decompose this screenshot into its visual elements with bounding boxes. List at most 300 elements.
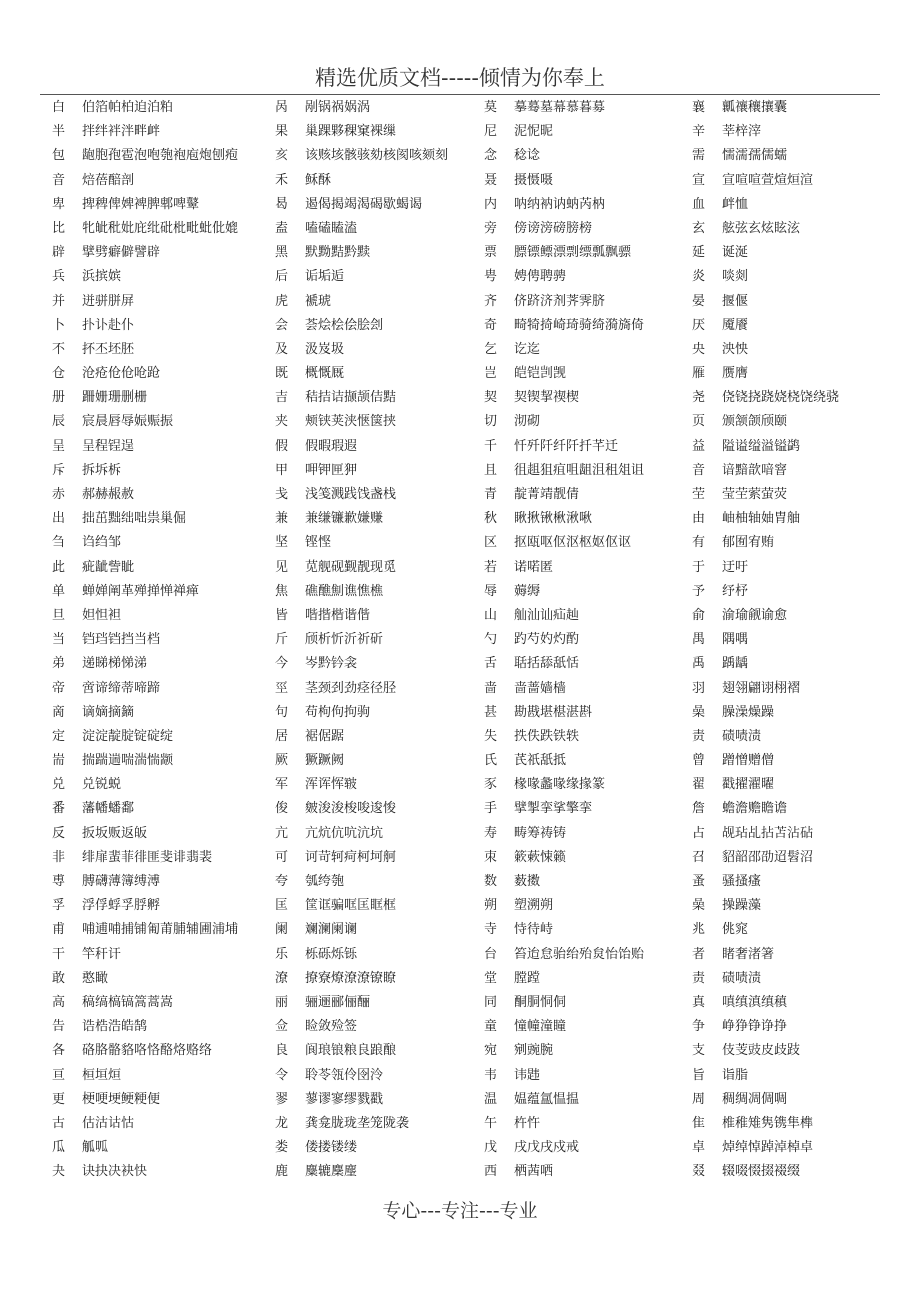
radical-cell: 亥	[275, 148, 289, 164]
radical-cell: 且	[484, 462, 498, 478]
characters-cell: 疵龇訾眦	[82, 559, 135, 575]
table-row	[0, 1015, 920, 1039]
radical-cell: 巠	[275, 680, 289, 696]
radical-cell: 卓	[692, 1140, 706, 1156]
radical-cell: 各	[52, 1043, 66, 1059]
radical-cell: 豕	[484, 777, 498, 793]
characters-cell: 遏偈揭竭渴碣歇蝎谒	[305, 196, 423, 212]
characters-cell: 聆苓瓴伶囹泠	[305, 1067, 384, 1083]
characters-cell: 赝膺	[722, 366, 749, 382]
characters-cell: 莘梓滓	[722, 124, 762, 140]
radical-cell: 翟	[692, 777, 706, 793]
characters-cell: 宣喧喧萱煊烜渲	[722, 172, 814, 188]
table-row	[0, 507, 920, 531]
characters-cell: 擘劈癖僻譬辟	[82, 245, 161, 261]
characters-cell: 筐诓骗哐匡眶框	[305, 898, 397, 914]
characters-cell: 栖茜哂	[514, 1164, 554, 1180]
table-row	[0, 967, 920, 991]
characters-cell: 浑诨恽皲	[305, 777, 358, 793]
radical-cell: 鹿	[275, 1164, 289, 1180]
characters-cell: 龅胞孢雹泡咆匏袍庖炮刨疱	[82, 148, 239, 164]
characters-cell: 浜摈嫔	[82, 269, 122, 285]
radical-cell: 禺	[692, 632, 706, 648]
characters-cell: 薅缛	[514, 583, 541, 599]
characters-cell: 揠偃	[722, 293, 749, 309]
radical-cell: 朔	[484, 898, 498, 914]
radical-cell: 半	[52, 124, 66, 140]
radical-cell: 不	[52, 341, 66, 357]
characters-cell: 佻窕	[722, 922, 749, 938]
radical-cell: 炎	[692, 269, 706, 285]
radical-cell: 血	[692, 196, 706, 212]
characters-cell: 硌胳骼貉咯恪酪烙赂络	[82, 1043, 213, 1059]
characters-cell: 芪祇舐抵	[514, 753, 567, 769]
radical-cell: 非	[52, 849, 66, 865]
radical-cell: 兵	[52, 269, 66, 285]
radical-cell: 比	[52, 220, 66, 236]
radical-cell: 益	[692, 438, 706, 454]
characters-cell: 诞涎	[722, 245, 749, 261]
table-row	[0, 459, 920, 483]
radical-cell: 襄	[692, 100, 706, 115]
characters-cell: 隘谥缢溢镒鹢	[722, 438, 801, 454]
radical-cell: 赤	[52, 487, 66, 502]
table-row	[0, 652, 920, 676]
radical-cell: 契	[484, 390, 498, 406]
characters-cell: 迂吁	[722, 559, 749, 575]
radical-cell: 者	[692, 946, 706, 962]
radical-cell: 夹	[275, 414, 289, 430]
radical-cell: 吉	[275, 390, 289, 406]
radical-cell: 反	[52, 825, 66, 841]
radical-cell: 有	[692, 535, 706, 551]
characters-cell: 妲怛袒	[82, 607, 122, 623]
characters-cell: 稣酥	[305, 172, 332, 188]
radical-cell: 喿	[692, 898, 706, 914]
characters-cell: 酮胴恫侗	[514, 994, 567, 1010]
characters-cell: 颊铗荚浃惬箧挟	[305, 414, 397, 430]
radical-cell: 黑	[275, 245, 289, 261]
radical-cell: 央	[692, 341, 706, 357]
radical-cell: 假	[275, 438, 289, 454]
characters-cell: 郁囿宥贿	[722, 535, 775, 551]
characters-cell: 侥铙挠跷娆桡饶绕骁	[722, 390, 840, 406]
radical-cell: 居	[275, 728, 289, 744]
radical-cell: 责	[692, 970, 706, 986]
radical-cell: 若	[484, 559, 498, 575]
radical-cell: 单	[52, 583, 66, 599]
radical-cell: 更	[52, 1091, 66, 1107]
radical-cell: 勺	[484, 632, 498, 648]
characters-cell: 宸晨唇辱娠赈振	[82, 414, 174, 430]
table-row	[0, 435, 920, 459]
radical-cell: 后	[275, 269, 289, 285]
radical-cell: 禾	[275, 172, 289, 188]
radical-cell: 辟	[52, 245, 66, 261]
radical-cell: 詹	[692, 801, 706, 817]
radical-cell: 斥	[52, 462, 66, 478]
radical-cell: 耑	[52, 753, 66, 769]
table-row	[0, 241, 920, 265]
radical-cell: 匡	[275, 898, 289, 914]
radical-cell: 争	[692, 1019, 706, 1035]
table-row	[0, 628, 920, 652]
radical-cell: 既	[275, 366, 289, 382]
table-row	[0, 410, 920, 434]
characters-cell: 渝瑜觎谕愈	[722, 607, 788, 623]
characters-cell: 徂趄狙疽咀龃沮租俎诅	[514, 462, 645, 478]
radical-cell: 秋	[484, 511, 498, 527]
characters-cell: 簌蔌悚籁	[514, 849, 567, 865]
radical-cell: 聂	[484, 172, 498, 188]
radical-cell: 啬	[484, 680, 498, 696]
radical-cell: 西	[484, 1164, 498, 1180]
characters-cell: 摹蓦墓幕慕暮募	[514, 100, 606, 115]
characters-cell: 傍谤滂磅膀榜	[514, 220, 593, 236]
characters-cell: 浅笺溅践饯盏栈	[305, 487, 397, 502]
table-row	[0, 386, 920, 410]
table-row	[0, 483, 920, 507]
radical-cell: 令	[275, 1067, 289, 1083]
characters-cell: 臊澡燥躁	[722, 704, 775, 720]
characters-cell: 默黝黠黔黩	[305, 245, 371, 261]
table-row	[0, 290, 920, 314]
characters-cell: 亢炕伉吭沆坑	[305, 825, 384, 841]
radical-cell: 帝	[52, 680, 66, 696]
radical-cell: 失	[484, 728, 498, 744]
radical-cell: 奇	[484, 317, 498, 333]
characters-cell: 郝赫赧赦	[82, 487, 135, 502]
radical-cell: 茔	[692, 487, 706, 502]
characters-cell: 懦濡孺儒蠕	[722, 148, 788, 164]
radical-cell: 青	[484, 487, 498, 502]
characters-cell: 斓澜阑谰	[305, 922, 358, 938]
characters-cell: 苋舰砚觐靓现觅	[305, 559, 397, 575]
radical-cell: 寿	[484, 825, 498, 841]
characters-cell: 契锲挈禊楔	[514, 390, 580, 406]
radical-cell: 并	[52, 293, 66, 309]
characters-cell: 呈程锃逞	[82, 438, 135, 454]
table-row	[0, 120, 920, 144]
characters-cell: 剜豌腕	[514, 1043, 554, 1059]
radical-cell: 羽	[692, 680, 706, 696]
radical-cell: 军	[275, 777, 289, 793]
radical-cell: 兆	[692, 922, 706, 938]
characters-cell: 颁颔颌颀颐	[722, 414, 788, 430]
table-row	[0, 531, 920, 555]
radical-cell: 厌	[692, 317, 706, 333]
characters-cell: 憧幢潼瞳	[514, 1019, 567, 1035]
radical-cell: 甫	[52, 922, 66, 938]
table-row	[0, 1039, 920, 1063]
radical-cell: 包	[52, 148, 66, 164]
characters-cell: 衅恤	[722, 196, 749, 212]
characters-cell: 牝皉秕妣庇纰砒枇毗蚍仳媲	[82, 220, 239, 236]
characters-cell: 桓垣烜	[82, 1067, 122, 1083]
radical-cell: 齐	[484, 293, 498, 309]
characters-cell: 竿秆讦	[82, 946, 122, 962]
radical-cell: 晏	[692, 293, 706, 309]
radical-cell: 宣	[692, 172, 706, 188]
radical-cell: 翏	[275, 1091, 289, 1107]
radical-cell: 乐	[275, 946, 289, 962]
characters-cell: 隅喁	[722, 632, 749, 648]
radical-cell: 潦	[275, 970, 289, 986]
characters-cell: 操躁藻	[722, 898, 762, 914]
radical-cell: 焦	[275, 583, 289, 599]
radical-cell: 今	[275, 656, 289, 672]
radical-cell: 甹	[484, 269, 498, 285]
table-row	[0, 870, 920, 894]
characters-cell: 稔谂	[514, 148, 541, 164]
characters-cell: 膘镖鳔漂剽缥瓢飘骠	[514, 245, 632, 261]
characters-cell: 伯箔帕柏迫泊粕	[82, 100, 174, 115]
characters-cell: 淀淀靛腚锭碇绽	[82, 728, 174, 744]
radical-cell: 可	[275, 849, 289, 865]
radical-character-table	[0, 96, 920, 1184]
characters-cell: 偻搂镂缕	[305, 1140, 358, 1156]
radical-cell: 丽	[275, 994, 289, 1010]
radical-cell: 氏	[484, 753, 498, 769]
radical-cell: 俞	[692, 607, 706, 623]
radical-cell: 孚	[52, 898, 66, 914]
characters-cell: 摄慑嗫	[514, 172, 554, 188]
characters-cell: 跚姗珊删栅	[82, 390, 148, 406]
radical-cell: 朿	[484, 849, 498, 865]
radical-cell: 票	[484, 245, 498, 261]
radical-cell: 兼	[275, 511, 289, 527]
characters-cell: 诃苛轲疴柯坷舸	[305, 849, 397, 865]
table-row	[0, 822, 920, 846]
characters-cell: 裾倨踞	[305, 728, 345, 744]
radical-cell: 良	[275, 1043, 289, 1059]
table-row	[0, 265, 920, 289]
table-row	[0, 846, 920, 870]
characters-cell: 呐纳衲讷蚋芮枘	[514, 196, 606, 212]
characters-cell: 侪跻济剂荠霁脐	[514, 293, 606, 309]
radical-cell: 厥	[275, 753, 289, 769]
radical-cell: 夬	[52, 1164, 66, 1180]
radical-cell: 责	[692, 728, 706, 744]
characters-cell: 谙黯歆喑窨	[722, 462, 788, 478]
radical-cell: 定	[52, 728, 66, 744]
characters-cell: 假暇瑕遐	[305, 438, 358, 454]
radical-cell: 甲	[275, 462, 289, 478]
characters-cell: 巢踝夥稞窠裸缫	[305, 124, 397, 140]
radical-cell: 予	[692, 583, 706, 599]
characters-cell: 兼缣镰歉嫌赚	[305, 511, 384, 527]
characters-cell: 峥狰铮诤挣	[722, 1019, 788, 1035]
characters-cell: 睹奢渚箸	[722, 946, 775, 962]
header-rule	[40, 94, 880, 95]
characters-cell: 茎颈刭劲痉径胫	[305, 680, 397, 696]
characters-cell: 秸拮诘撷颉佶黠	[305, 390, 397, 406]
characters-cell: 忏歼阡纤阡扦芊迁	[514, 438, 619, 454]
characters-cell: 栎砾烁铄	[305, 946, 358, 962]
characters-cell: 焯绰悼踔淖棹卓	[722, 1140, 814, 1156]
characters-cell: 皑铠剀觊	[514, 366, 567, 382]
characters-cell: 揣踹遄喘湍惴颛	[82, 753, 174, 769]
table-row	[0, 797, 920, 821]
characters-cell: 拌绊袢泮畔衅	[82, 124, 161, 140]
characters-cell: 戳擢濯曜	[722, 777, 775, 793]
radical-cell: 喿	[692, 704, 706, 720]
characters-cell: 拆坼柝	[82, 462, 122, 478]
table-row	[0, 894, 920, 918]
characters-cell: 麋辘麇麈	[305, 1164, 358, 1180]
characters-cell: 擘掣挛挲擎挛	[514, 801, 593, 817]
radical-cell: 呙	[275, 100, 289, 115]
radical-cell: 呈	[52, 438, 66, 454]
radical-cell: 旦	[52, 607, 66, 623]
characters-cell: 觇玷乩拈苫沾砧	[722, 825, 814, 841]
radical-cell: 辱	[484, 583, 498, 599]
radical-cell: 当	[52, 632, 66, 648]
characters-cell: 恃待峙	[514, 922, 554, 938]
page-footer: 专心---专注---专业	[382, 1200, 538, 1222]
radical-cell: 叕	[692, 1164, 706, 1180]
characters-cell: 抶佚跌铁轶	[514, 728, 580, 744]
characters-cell: 迸骈胼屏	[82, 293, 135, 309]
table-row	[0, 169, 920, 193]
radical-cell: 占	[692, 825, 706, 841]
radical-cell: 岂	[484, 366, 498, 382]
radical-cell: 手	[484, 801, 498, 817]
radical-cell: 辰	[52, 414, 66, 430]
radical-cell: 阑	[275, 922, 289, 938]
table-row	[0, 604, 920, 628]
radical-cell: 由	[692, 511, 706, 527]
radical-cell: 刍	[52, 535, 66, 551]
characters-cell: 绯扉蜚菲徘匪斐诽翡裴	[82, 849, 213, 865]
radical-cell: 佥	[275, 1019, 289, 1035]
radical-cell: 尃	[52, 874, 66, 889]
radical-cell: 隹	[692, 1115, 706, 1131]
radical-cell: 见	[275, 559, 289, 575]
characters-cell: 谪嫡摘鏑	[82, 704, 135, 720]
radical-cell: 娄	[275, 1140, 289, 1156]
characters-cell: 嗔缜滇缜稹	[722, 994, 788, 1010]
radical-cell: 宛	[484, 1043, 498, 1059]
radical-cell: 午	[484, 1115, 498, 1131]
radical-cell: 韦	[484, 1067, 498, 1083]
radical-cell: 告	[52, 1019, 66, 1035]
characters-cell: 诀抉决袂快	[82, 1164, 148, 1180]
characters-cell: 诌绉邹	[82, 535, 122, 551]
characters-cell: 诰梏浩皓鹄	[82, 1019, 148, 1035]
characters-cell: 递睇梯悌涕	[82, 656, 148, 672]
radical-cell: 旁	[484, 220, 498, 236]
radical-cell: 音	[692, 462, 706, 478]
characters-cell: 瓠绔匏	[305, 874, 345, 889]
radical-cell: 虎	[275, 293, 289, 309]
table-row	[0, 96, 920, 120]
radical-cell: 曷	[275, 196, 289, 212]
radical-cell: 高	[52, 994, 66, 1010]
characters-cell: 岫柚轴妯胄舳	[722, 511, 801, 527]
table-row	[0, 773, 920, 797]
characters-cell: 啖剡	[722, 269, 749, 285]
table-row	[0, 1088, 920, 1112]
radical-cell: 戊	[484, 1140, 498, 1156]
characters-cell: 娉俜聘骋	[514, 269, 567, 285]
characters-cell: 泥怩昵	[514, 124, 554, 140]
characters-cell: 媪蕴氲愠揾	[514, 1091, 580, 1107]
characters-cell: 藩幡蟠鄱	[82, 801, 135, 817]
radical-cell: 音	[52, 172, 66, 188]
radical-cell: 内	[484, 196, 498, 212]
radical-cell: 甚	[484, 704, 498, 720]
characters-cell: 魇餍	[722, 317, 749, 333]
radical-cell: 啇	[52, 704, 66, 720]
characters-cell: 踽龋	[722, 656, 749, 672]
characters-cell: 戌戊戌戍戒	[514, 1140, 580, 1156]
characters-cell: 讫迄	[514, 341, 541, 357]
radical-cell: 皆	[275, 607, 289, 623]
radical-cell: 尼	[484, 124, 498, 140]
table-row	[0, 749, 920, 773]
characters-cell: 讳韪	[514, 1067, 541, 1083]
radical-cell: 支	[692, 1043, 706, 1059]
radical-cell: 出	[52, 511, 66, 527]
characters-cell: 蝉婵阐革殚掸惮禅瘅	[82, 583, 200, 599]
radical-cell: 盍	[275, 220, 289, 236]
radical-cell: 真	[692, 994, 706, 1010]
radical-cell: 弟	[52, 656, 66, 672]
table-row	[0, 1064, 920, 1088]
characters-cell: 睑敛殓签	[305, 1019, 358, 1035]
characters-cell: 抠瓯呕伛沤枢妪伛讴	[514, 535, 632, 551]
characters-cell: 扑讣赴仆	[82, 317, 135, 333]
characters-cell: 铛珰铛挡当档	[82, 632, 161, 648]
radical-cell: 敢	[52, 970, 66, 986]
characters-cell: 汲岌圾	[305, 341, 345, 357]
radical-cell: 童	[484, 1019, 498, 1035]
characters-cell: 沧疮伧伧呛跄	[82, 366, 161, 382]
radical-cell: 千	[484, 438, 498, 454]
radical-cell: 于	[692, 559, 706, 575]
characters-cell: 勘戡堪椹湛斟	[514, 704, 593, 720]
radical-cell: 旨	[692, 1067, 706, 1083]
characters-cell: 哺逋哺捕铺匍莆脯辅圃浦埔	[82, 922, 239, 938]
characters-cell: 沏砌	[514, 414, 541, 430]
radical-cell: 温	[484, 1091, 498, 1107]
characters-cell: 憨瞰	[82, 970, 109, 986]
radical-cell: 番	[52, 801, 66, 817]
characters-cell: 荟烩桧侩脍刽	[305, 317, 384, 333]
characters-cell: 嗑磕瞌溘	[305, 220, 358, 236]
characters-cell: 扳坂贩返皈	[82, 825, 148, 841]
characters-cell: 喈揩楷谐偕	[305, 607, 371, 623]
characters-cell: 稠绸凋倜啁	[722, 1091, 788, 1107]
characters-cell: 拙茁黜绌咄祟巢倔	[82, 511, 187, 527]
table-row	[0, 943, 920, 967]
radical-cell: 瓜	[52, 1140, 66, 1156]
table-row	[0, 362, 920, 386]
radical-cell: 斤	[275, 632, 289, 648]
characters-cell: 诣脂	[722, 1067, 749, 1083]
radical-cell: 夸	[275, 874, 289, 889]
characters-cell: 概慨厩	[305, 366, 345, 382]
characters-cell: 莹茔萦萤荧	[722, 487, 788, 502]
characters-cell: 颀析忻沂祈斫	[305, 632, 384, 648]
characters-cell: 碛啧渍	[722, 970, 762, 986]
characters-cell: 皴浚浚梭唆逡悛	[305, 801, 397, 817]
characters-cell: 铿悭	[305, 535, 332, 551]
radical-cell: 戋	[275, 487, 289, 502]
table-row	[0, 918, 920, 942]
characters-cell: 稿缟槁镐篙蒿嵩	[82, 994, 174, 1010]
